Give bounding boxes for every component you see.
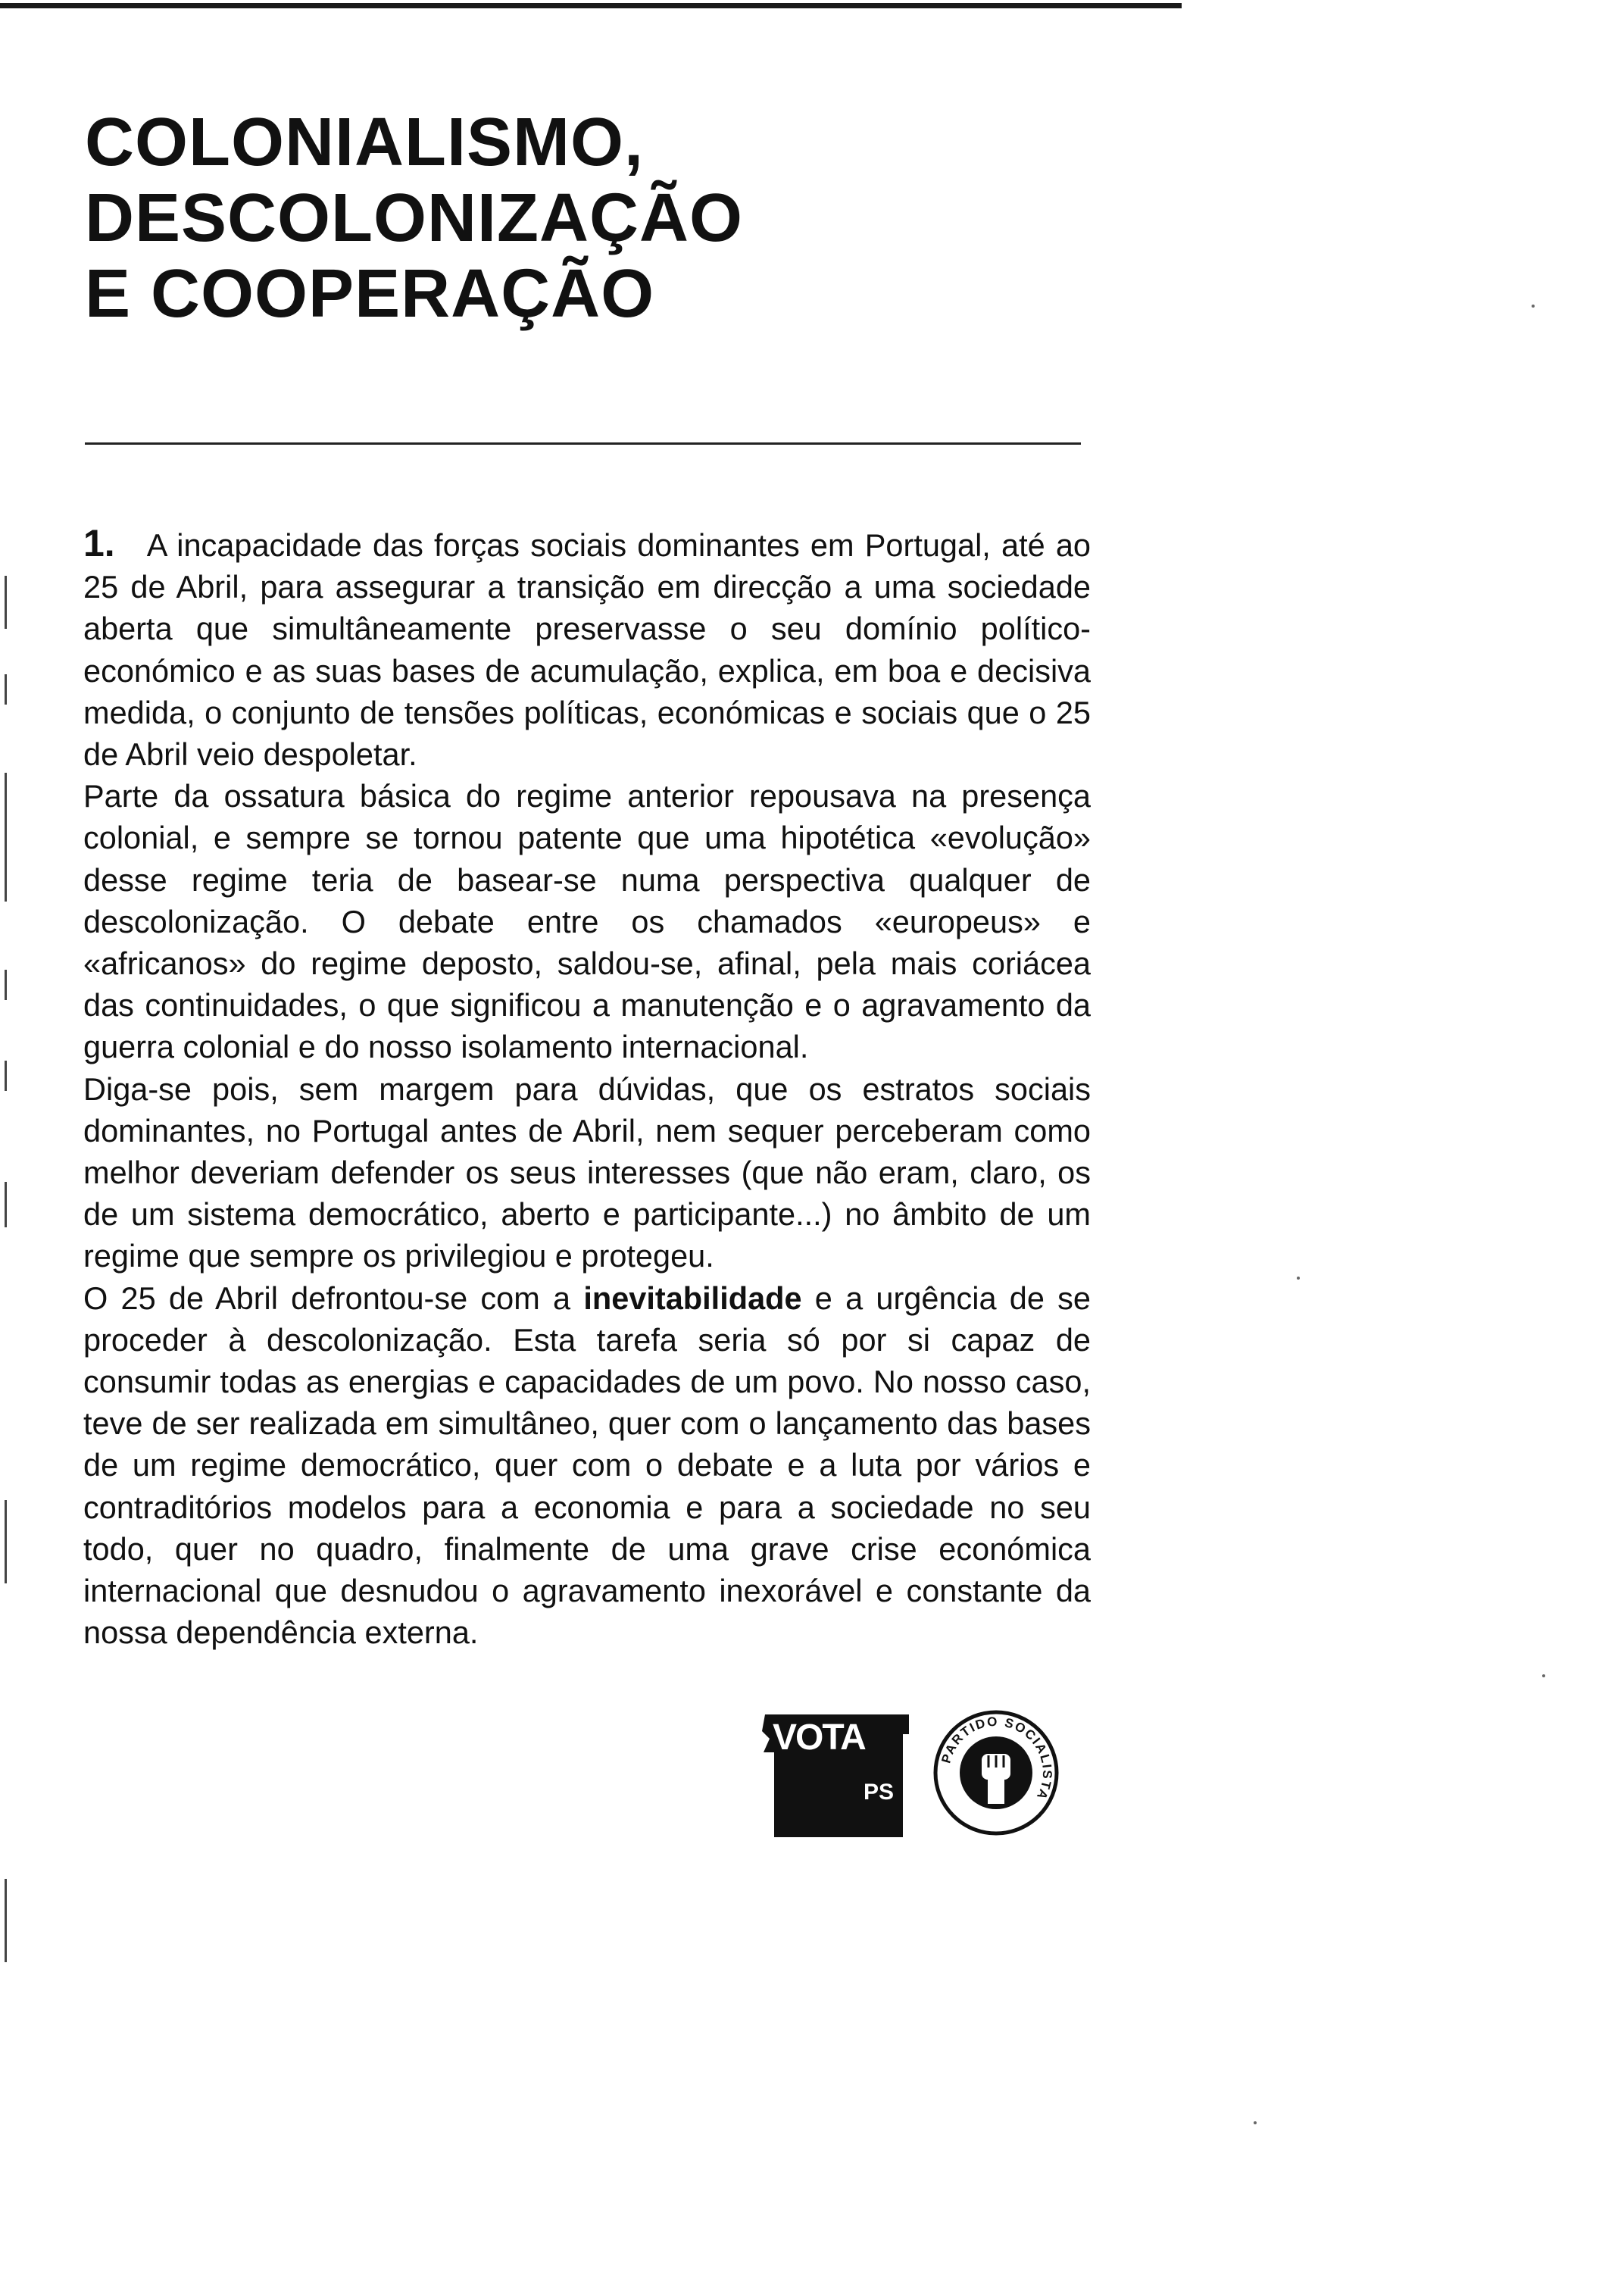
title-line: COLONIALISMO, <box>85 105 644 180</box>
paragraph-1 <box>83 523 1091 775</box>
section-number: 1. <box>83 522 115 564</box>
partido-socialista-emblem <box>932 1708 1060 1837</box>
title-line: DESCOLONIZAÇÃO <box>85 180 743 256</box>
paragraph-2: Parte da ossatura básica do regime anterior repousava na presença colonial, e sempre se tornou patente que uma hipotética «evolução» desse regime teria de basear-se numa perspectiva qualquer de descolonização. O debate entre os chamados «europeus» e «africanos» do regime deposto, saldou-se, afinal, pela mais coriácea das continuidades, o que significou a manutenção e o agravamento da guerra colonial e do nosso isolamento internacional. <box>83 778 1091 1065</box>
title-line: E COOPERAÇÃO <box>85 256 655 332</box>
emphasis-text: inevitabilidade <box>583 1280 802 1316</box>
paragraph-3: Diga-se pois, sem margem para dúvidas, que os estratos sociais dominantes, no Portugal antes de Abril, nem sequer perceberam como melhor deveriam defender os seus interesses (que não eram, claro, os de um sistema democrático, aberto e participante...) no âmbito de um regime que sempre os privilegiou e protegeu. <box>83 1070 1091 1274</box>
speck <box>1254 2121 1257 2124</box>
paragraph-text: e a urgência de se proceder à descolonização. Esta tarefa seria só por si capaz de consumir todas as energias e capacidades de um povo. No nosso caso, teve de ser realizada em simultâneo, quer com o lançamento das bases de um regime democrático, quer com o debate e a luta por vários e contraditórios modelos para a economia e para a sociedade no seu todo, quer no quadro, finalmente de uma grave crise económica internacional que desnudou o agravamento inexorável e constante da nossa dependência externa. <box>83 1280 1091 1651</box>
speck <box>1297 1277 1300 1280</box>
party-logos <box>757 1708 1076 1837</box>
vota-ps-logo <box>757 1708 909 1837</box>
ps-label: PS <box>864 1780 895 1805</box>
body-text <box>83 523 1091 1653</box>
top-rule <box>0 3 1182 8</box>
paragraph-text: A incapacidade das forças sociais dominantes em Portugal, até ao 25 de Abril, para assegurar a transição em direcção a uma sociedade aberta que simultâneamente preservasse o seu domínio político-económico e as suas bases de acumulação, explica, em boa e decisiva medida, o conjunto de tensões políticas, económicas e sociais que o 25 de Abril veio despoletar. <box>83 527 1091 773</box>
document-title <box>85 105 743 332</box>
vota-label: VOTA <box>773 1717 865 1758</box>
speck <box>1532 305 1535 308</box>
title-divider <box>85 442 1081 445</box>
paragraph-4 <box>83 1277 1091 1654</box>
emblem-text: PARTIDO SOCIALISTA <box>938 1714 1055 1803</box>
paragraph-text: O 25 de Abril defrontou-se com a <box>83 1280 584 1316</box>
speck <box>1542 1674 1545 1677</box>
